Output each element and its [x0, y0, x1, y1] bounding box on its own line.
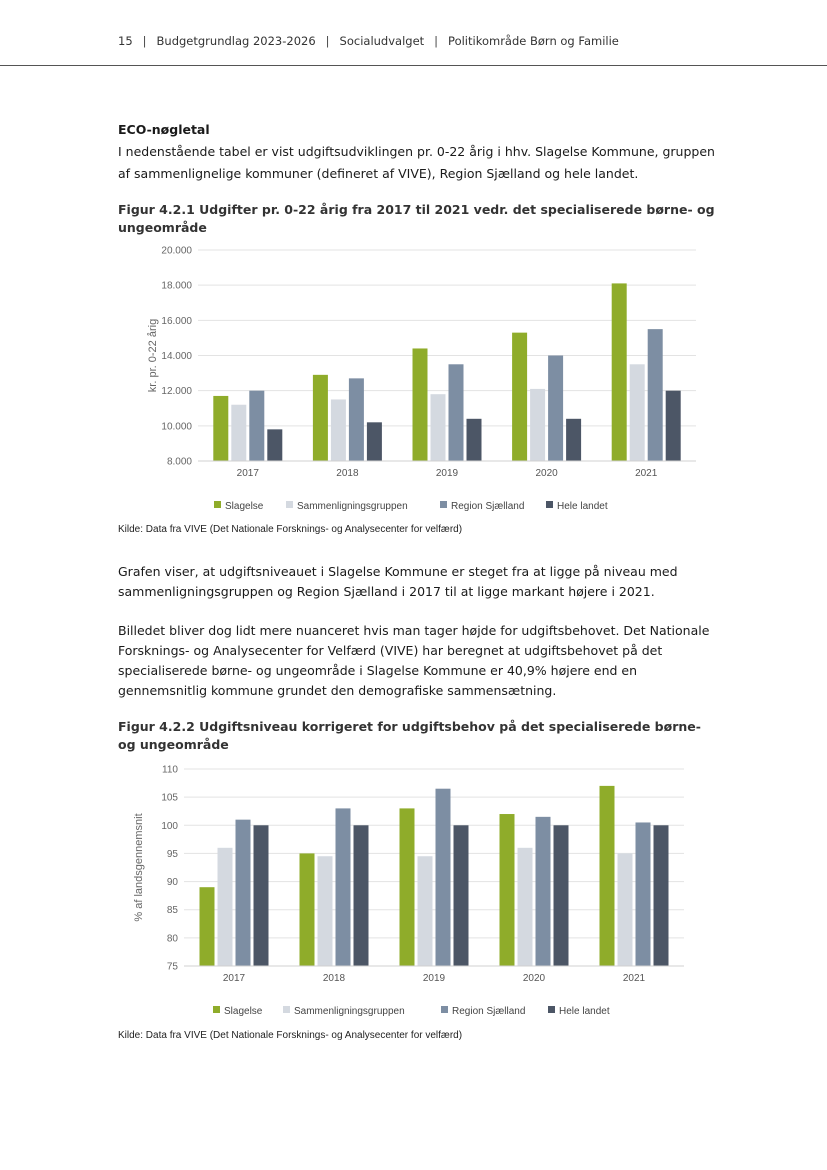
- x-tick-label: 2017: [222, 973, 246, 984]
- bar-slagelse: [413, 348, 428, 461]
- page-header: [118, 34, 619, 48]
- bar-hele-landet: [566, 419, 581, 461]
- bar-hele-landet: [554, 825, 569, 966]
- x-tick-label: 2020: [522, 973, 546, 984]
- bar-slagelse: [512, 333, 527, 461]
- bar-slagelse: [612, 283, 627, 461]
- legend-label: Sammenligningsgruppen: [294, 1006, 405, 1017]
- legend-swatch: [546, 501, 553, 508]
- y-tick-label: 12.000: [161, 386, 192, 398]
- bar-hele-landet: [267, 429, 282, 461]
- bar-hele-landet: [354, 825, 369, 966]
- x-tick-label: 2018: [322, 973, 346, 984]
- bar-region-sjælland: [548, 356, 563, 462]
- bar-hele-landet: [654, 825, 669, 966]
- section-heading: ECO-nøgletal: [118, 122, 210, 137]
- bar-slagelse: [600, 786, 615, 966]
- bar-region-sjælland: [536, 817, 551, 966]
- x-tick-label: 2019: [435, 468, 459, 479]
- y-tick-label: 80: [166, 933, 178, 945]
- y-tick-label: 10.000: [161, 421, 192, 433]
- y-tick-label: 95: [166, 848, 178, 860]
- bar-sammenligningsgruppen: [331, 399, 346, 461]
- analysis-paragraph: Grafen viser, at udgiftsniveauet i Slagelse Kommune er steget fra at ligge på niveau med sammenligningsgruppen og Region Sjælland i 2017 til at ligge markant højere i 2021.: [118, 564, 678, 599]
- intro-paragraph: I nedenstående tabel er vist udgiftsudviklingen pr. 0-22 årig i hhv. Slagelse Kommune, gruppen af sammenlignelige kommuner (defineret af VIVE), Region Sjælland og hele landet.: [118, 144, 715, 181]
- bar-sammenligningsgruppen: [530, 389, 545, 461]
- y-tick-label: 8.000: [166, 456, 192, 468]
- legend-swatch: [214, 501, 221, 508]
- header-separator: |: [325, 34, 330, 48]
- bar-hele-landet: [367, 422, 382, 461]
- bar-sammenligningsgruppen: [418, 856, 433, 966]
- y-axis-label: kr. pr. 0-22 årig: [147, 318, 159, 393]
- legend-label: Slagelse: [225, 501, 264, 512]
- y-axis-label: % af landsgennemsnit: [133, 813, 145, 922]
- x-tick-label: 2020: [535, 468, 558, 479]
- legend-label: Slagelse: [224, 1006, 263, 1017]
- bar-region-sjælland: [249, 391, 264, 461]
- bar-hele-landet: [254, 825, 269, 966]
- expenditure-need-paragraph: Billedet bliver dog lidt mere nuanceret hvis man tager højde for udgiftsbehovet. Det Nationale Forsknings- og Analysecenter for Velfærd (VIVE) har beregnet at udgiftsbehovet på det specialiserede børne- og ungeområde i Slagelse Kommune er 40,9% højere end en gennemsnitlig kommune grundet den demografiske sammensætning.: [118, 623, 710, 698]
- bar-region-sjælland: [336, 808, 351, 966]
- bar-region-sjælland: [648, 329, 663, 461]
- x-tick-label: 2021: [622, 973, 646, 984]
- bar-region-sjælland: [236, 820, 251, 966]
- x-tick-label: 2019: [422, 973, 446, 984]
- figure2-title: Figur 4.2.2 Udgiftsniveau korrigeret for udgiftsbehov på det specialiserede børne- og ungeområde: [118, 719, 701, 752]
- figure1-title: Figur 4.2.1 Udgifter pr. 0-22 årig fra 2017 til 2021 vedr. det specialiserede børne- og ungeområde: [118, 202, 715, 235]
- legend-label: Sammenligningsgruppen: [297, 501, 408, 512]
- y-tick-label: 100: [161, 820, 178, 832]
- figure1-source: Kilde: Data fra VIVE (Det Nationale Forsknings- og Analysecenter for velfærd): [118, 524, 463, 535]
- bar-region-sjælland: [449, 364, 464, 461]
- y-tick-label: 90: [166, 877, 178, 889]
- legend-swatch: [548, 1006, 555, 1013]
- bar-sammenligningsgruppen: [218, 848, 233, 966]
- bar-slagelse: [200, 887, 215, 966]
- legend-label: Region Sjælland: [452, 1006, 526, 1017]
- header-separator: |: [142, 34, 147, 48]
- y-tick-label: 75: [166, 961, 178, 973]
- committee-name: Socialudvalget: [339, 34, 425, 48]
- figure2-chart: [118, 757, 718, 1025]
- y-tick-label: 14.000: [161, 351, 192, 362]
- policy-area: Politikområde Børn og Familie: [448, 34, 619, 48]
- y-tick-label: 18.000: [161, 280, 192, 292]
- x-tick-label: 2018: [336, 468, 359, 479]
- legend-swatch: [441, 1006, 448, 1013]
- bar-hele-landet: [454, 825, 469, 966]
- legend-swatch: [440, 501, 447, 508]
- figure2-source: Kilde: Data fra VIVE (Det Nationale Forsknings- og Analysecenter for velfærd): [118, 1030, 463, 1041]
- bar-slagelse: [500, 814, 515, 966]
- bar-region-sjælland: [349, 378, 364, 461]
- bar-slagelse: [400, 808, 415, 966]
- bar-sammenligningsgruppen: [618, 853, 633, 966]
- legend-label: Region Sjælland: [451, 501, 525, 512]
- figure1-chart: [118, 238, 718, 520]
- bar-slagelse: [213, 396, 228, 461]
- bar-sammenligningsgruppen: [431, 394, 446, 461]
- y-tick-label: 20.000: [161, 245, 192, 257]
- bar-sammenligningsgruppen: [231, 405, 246, 461]
- bar-slagelse: [300, 853, 315, 966]
- bar-region-sjælland: [436, 789, 451, 966]
- legend-swatch: [286, 501, 293, 508]
- figure1-svg: [118, 238, 718, 520]
- bar-sammenligningsgruppen: [318, 856, 333, 966]
- bar-region-sjælland: [636, 822, 651, 966]
- legend-swatch: [283, 1006, 290, 1013]
- bar-slagelse: [313, 375, 328, 461]
- legend-label: Hele landet: [559, 1006, 610, 1017]
- document-title: Budgetgrundlag 2023-2026: [156, 34, 316, 48]
- figure2-svg: [118, 757, 718, 1025]
- bar-hele-landet: [467, 419, 482, 461]
- page-number: 15: [118, 34, 133, 48]
- legend-swatch: [213, 1006, 220, 1013]
- y-tick-label: 105: [161, 792, 178, 804]
- bar-hele-landet: [666, 391, 681, 461]
- x-tick-label: 2021: [635, 468, 658, 479]
- header-separator: |: [434, 34, 439, 48]
- y-tick-label: 110: [162, 764, 178, 776]
- bar-sammenligningsgruppen: [630, 364, 645, 461]
- x-tick-label: 2017: [236, 468, 259, 479]
- y-tick-label: 16.000: [161, 315, 192, 327]
- bar-sammenligningsgruppen: [518, 848, 533, 966]
- legend-label: Hele landet: [557, 501, 608, 512]
- header-divider: [0, 65, 827, 66]
- y-tick-label: 85: [166, 905, 178, 917]
